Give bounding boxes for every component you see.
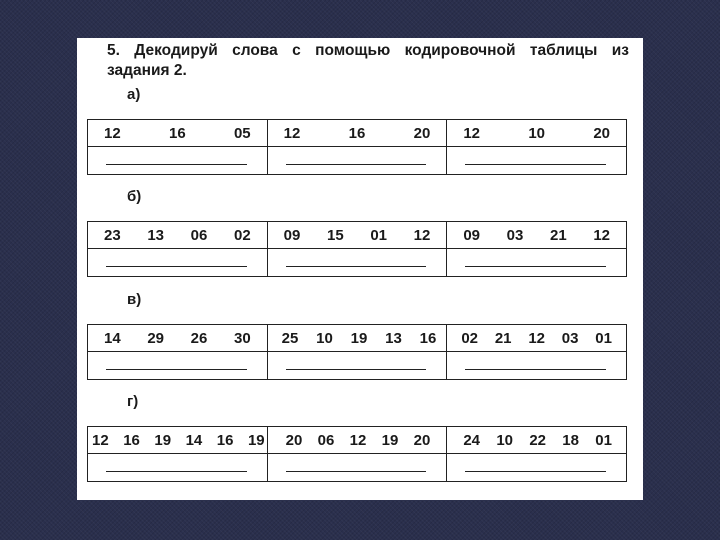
task-word: помощью: [315, 42, 391, 59]
code-number: 13: [147, 226, 165, 244]
code-number: 14: [104, 329, 121, 347]
code-number: 02: [233, 226, 251, 244]
task-word: слова: [232, 42, 278, 59]
task-number: 5.: [107, 42, 120, 59]
code-number: 02: [461, 329, 479, 347]
code-number: 19: [154, 431, 172, 449]
task-word: с: [292, 42, 301, 59]
code-number: 03: [561, 329, 579, 347]
code-table-c: [87, 324, 627, 380]
code-number: 16: [348, 124, 366, 142]
code-number: 01: [595, 431, 612, 449]
code-number: 20: [413, 124, 431, 142]
answer-line[interactable]: [465, 164, 606, 165]
code-number: 16: [216, 431, 234, 449]
code-cell: [446, 325, 626, 379]
code-cell: [267, 222, 447, 276]
code-number: 21: [494, 329, 512, 347]
task-word: кодировочной: [404, 42, 516, 59]
code-number: 10: [316, 329, 333, 347]
code-number: 29: [147, 329, 165, 347]
code-number: 05: [233, 124, 251, 142]
code-number: 26: [190, 329, 208, 347]
code-number: 03: [506, 226, 524, 244]
code-numbers: [268, 222, 447, 249]
code-number: 16: [419, 329, 437, 347]
answer-line[interactable]: [465, 266, 606, 267]
answer-line[interactable]: [106, 266, 247, 267]
code-number: 19: [350, 329, 368, 347]
code-table-d: [87, 426, 627, 482]
code-number: 15: [327, 226, 344, 244]
code-number: 16: [123, 431, 140, 449]
code-cell: [446, 222, 626, 276]
section-label-a: а): [127, 86, 141, 103]
code-number: 20: [413, 431, 431, 449]
answer-line[interactable]: [106, 471, 247, 472]
task-word: из: [611, 42, 629, 59]
code-number: 19: [247, 431, 265, 449]
code-number: 12: [104, 124, 121, 142]
code-number: 12: [463, 124, 481, 142]
code-numbers: [268, 120, 447, 147]
code-numbers: [447, 325, 626, 352]
code-number: 01: [370, 226, 388, 244]
code-cell: [88, 325, 267, 379]
code-table-a: [87, 119, 627, 175]
code-number: 12: [349, 431, 367, 449]
code-cell: [88, 120, 267, 174]
code-numbers: [447, 427, 626, 454]
code-number: 01: [595, 329, 612, 347]
code-numbers: [447, 222, 626, 249]
code-cell: [446, 120, 626, 174]
code-numbers: [447, 120, 626, 147]
answer-line[interactable]: [106, 164, 247, 165]
code-number: 12: [413, 226, 431, 244]
code-numbers: [268, 427, 447, 454]
code-number: 14: [185, 431, 203, 449]
code-number: 10: [496, 431, 514, 449]
code-number: 30: [233, 329, 251, 347]
code-cell: [267, 120, 447, 174]
code-numbers: [88, 325, 267, 352]
code-number: 20: [593, 124, 610, 142]
task-heading-line-2: задания 2.: [107, 62, 187, 79]
code-cell: [267, 325, 447, 379]
code-number: 10: [528, 124, 546, 142]
code-cell: [267, 427, 447, 481]
answer-line[interactable]: [286, 369, 427, 370]
code-number: 06: [190, 226, 208, 244]
task-heading: [107, 41, 629, 81]
code-number: 06: [317, 431, 335, 449]
answer-line[interactable]: [465, 369, 606, 370]
code-numbers: [268, 325, 447, 352]
code-numbers: [88, 222, 267, 249]
answer-line[interactable]: [106, 369, 247, 370]
code-number: 13: [385, 329, 402, 347]
code-number: 21: [550, 226, 567, 244]
code-number: 12: [283, 124, 301, 142]
code-number: 09: [463, 226, 481, 244]
code-table-b: [87, 221, 627, 277]
code-number: 18: [562, 431, 579, 449]
code-number: 12: [92, 431, 109, 449]
task-word: Декодируй: [134, 42, 218, 59]
code-number: 24: [463, 431, 481, 449]
code-number: 25: [281, 329, 299, 347]
task-heading-line-1: [107, 41, 629, 61]
code-number: 19: [381, 431, 399, 449]
code-number: 09: [283, 226, 301, 244]
code-numbers: [88, 427, 267, 454]
answer-line[interactable]: [286, 471, 427, 472]
code-number: 20: [285, 431, 303, 449]
section-label-c: в): [127, 291, 142, 308]
section-label-d: г): [127, 393, 139, 410]
code-number: 23: [104, 226, 121, 244]
code-number: 16: [168, 124, 186, 142]
answer-line[interactable]: [286, 266, 427, 267]
section-label-b: б): [127, 188, 142, 205]
code-cell: [88, 222, 267, 276]
code-cell: [88, 427, 267, 481]
code-numbers: [88, 120, 267, 147]
answer-line[interactable]: [465, 471, 606, 472]
worksheet-page: [77, 38, 643, 500]
task-word: таблицы: [529, 42, 598, 59]
code-cell: [446, 427, 626, 481]
code-number: 12: [593, 226, 611, 244]
code-number: 12: [528, 329, 545, 347]
answer-line[interactable]: [286, 164, 427, 165]
code-number: 22: [529, 431, 546, 449]
